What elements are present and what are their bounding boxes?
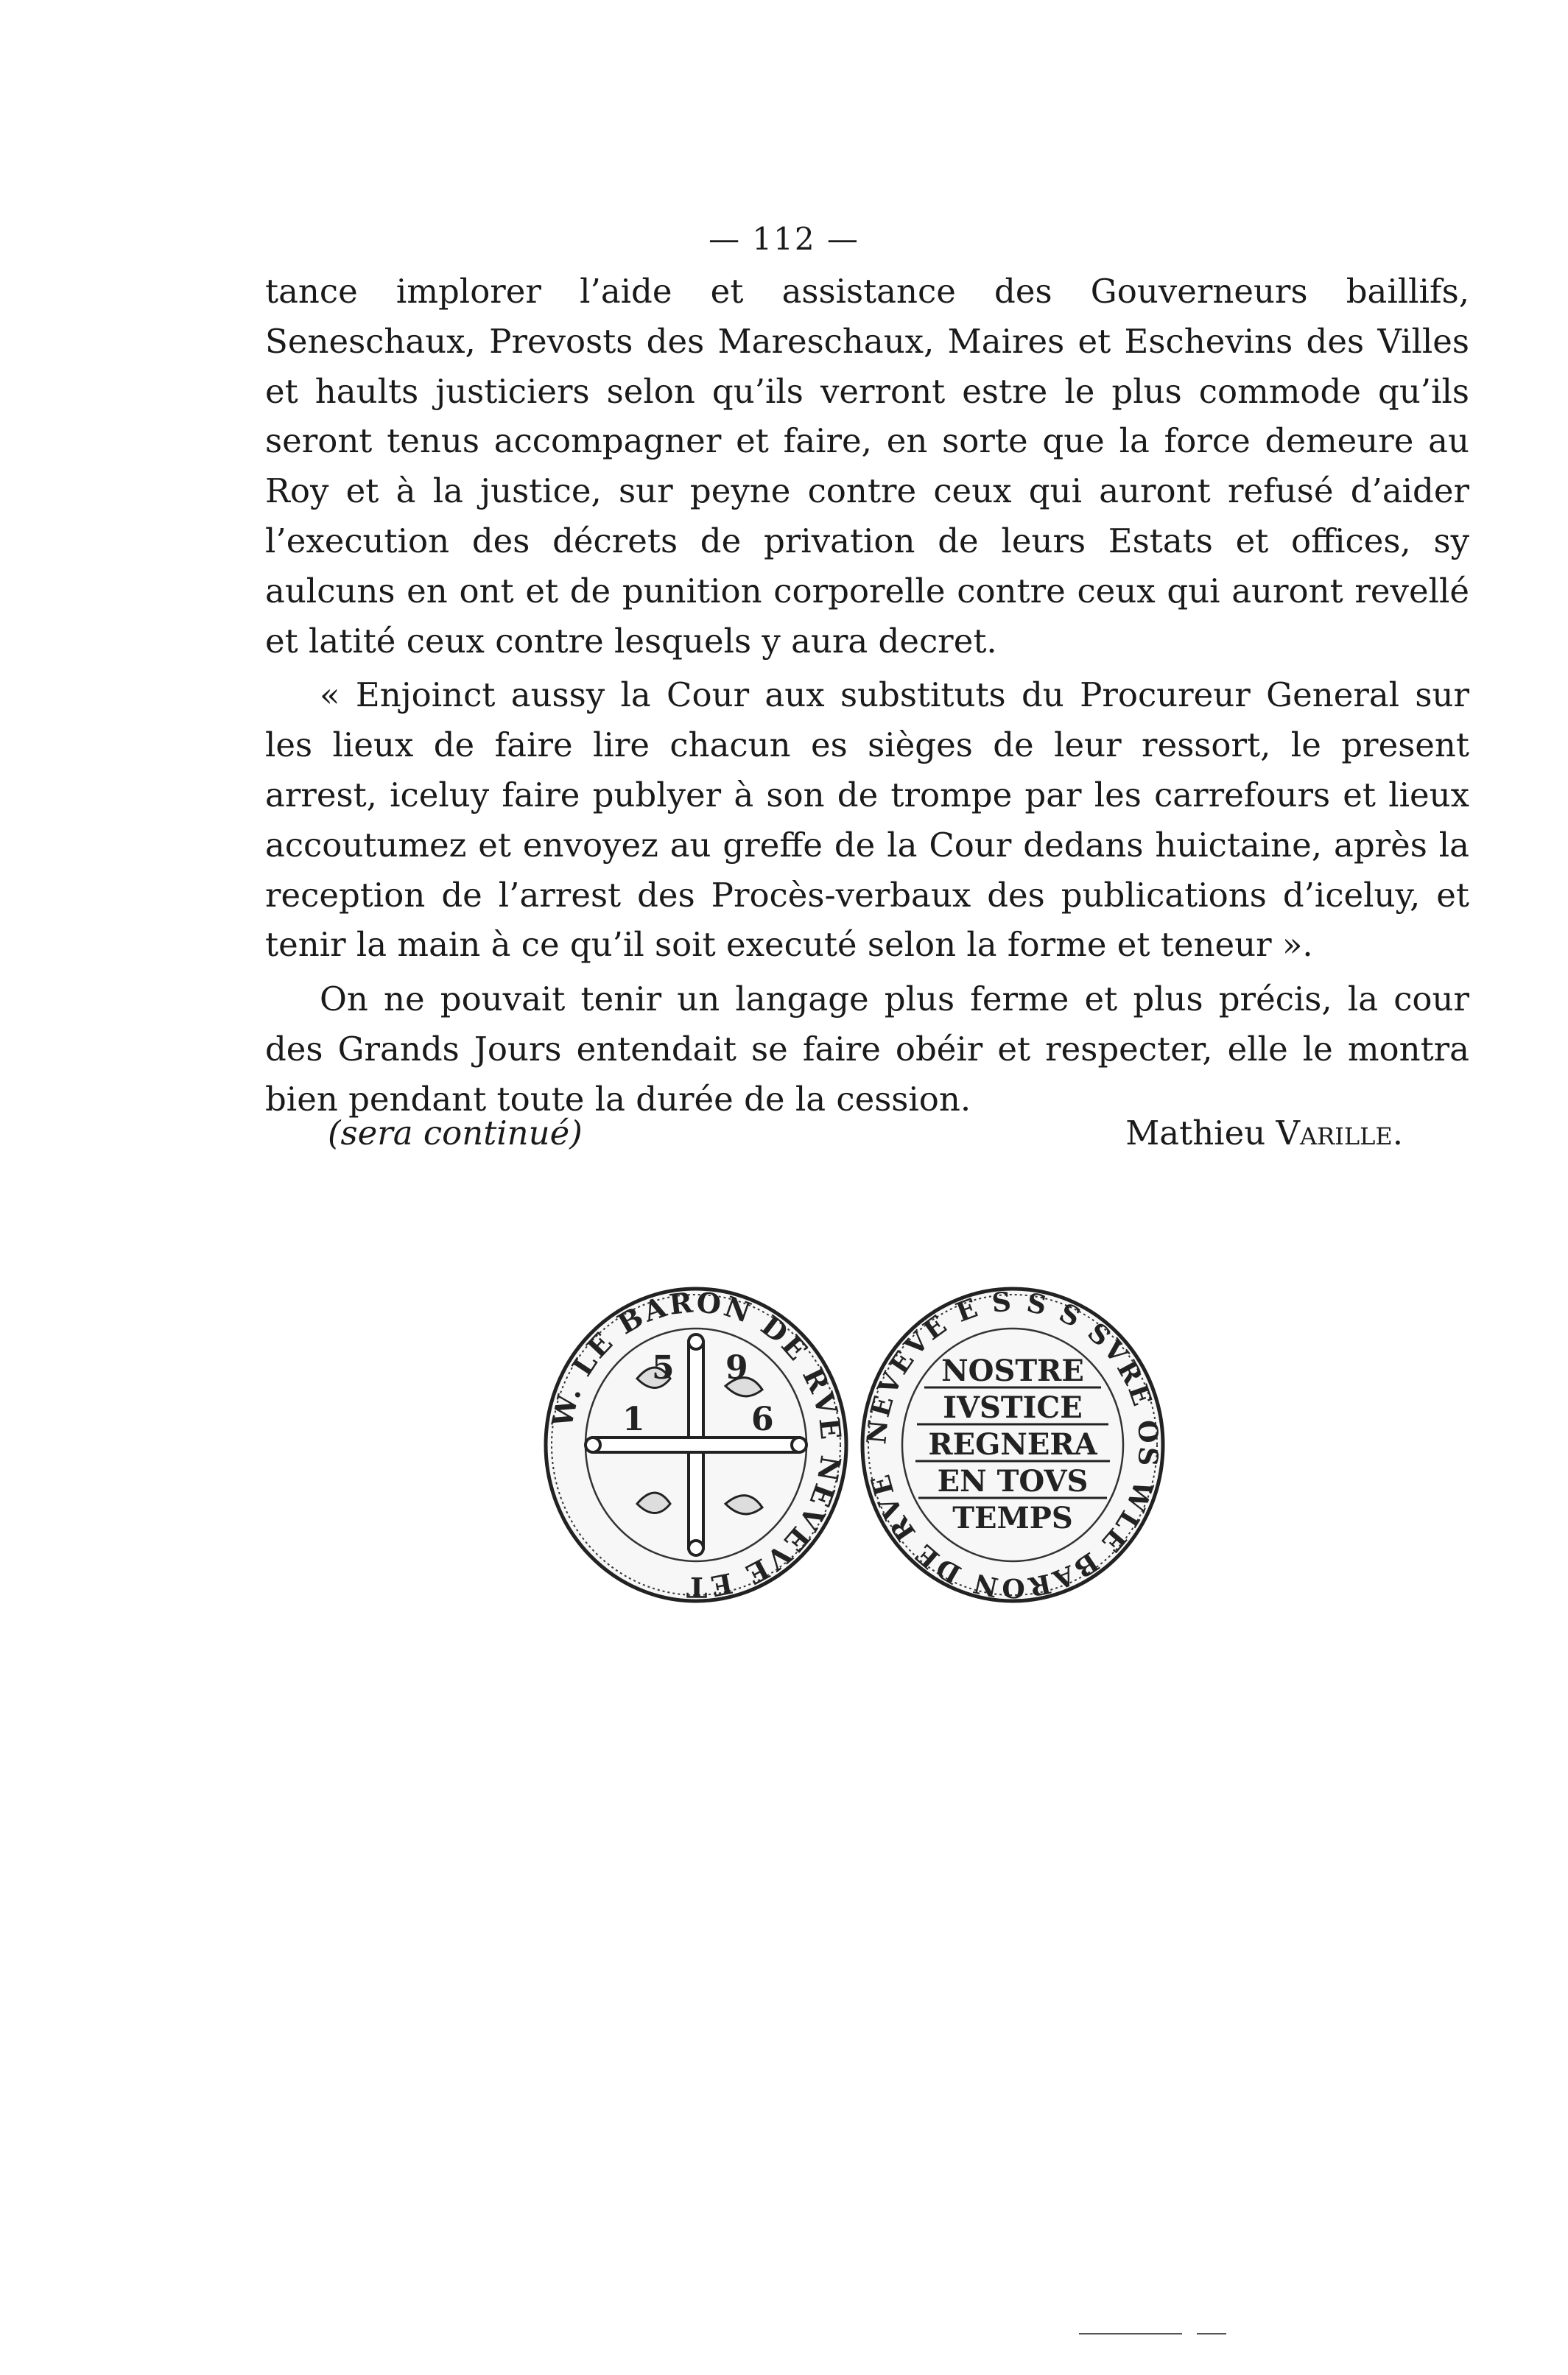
inscription-line-4: EN TOVS (937, 1464, 1089, 1499)
date-digit-3: 9 (725, 1349, 748, 1387)
footer-rule (1079, 2333, 1182, 2334)
footer-rule-short (1197, 2333, 1226, 2334)
date-digit-2: 5 (652, 1349, 675, 1387)
author-name (1125, 1108, 1403, 1158)
paragraph-3: On ne pouvait tenir un langage plus ferme et plus précis, la cour des Grands Jours entendait se faire obéir et respecter, elle le montra bien pendant toute la durée de la cession. (265, 979, 1469, 1119)
coin-obverse-drawing (541, 1283, 851, 1607)
reverse-legend: NEVEVE E S S S SVRE OS WLE BARON DE RVE (861, 1286, 1164, 1604)
page-number: — 112 — (709, 221, 859, 257)
author-first: Mathieu V (1125, 1113, 1300, 1153)
coin-reverse-illustration (858, 1283, 1167, 1607)
author-last: arille. (1299, 1113, 1403, 1153)
obverse-legend: W. LE BARON DE RVE NEVEVE ET (545, 1285, 848, 1605)
date-digit-1: 1 (622, 1401, 645, 1438)
inscription-line-2: IVSTICE (943, 1390, 1083, 1425)
coin-reverse-drawing (858, 1283, 1167, 1607)
coin-obverse-illustration (541, 1283, 851, 1607)
inscription-line-1: NOSTRE (941, 1354, 1084, 1388)
body-text (265, 267, 1469, 1129)
paragraph-2: « Enjoinct aussy la Cour aux substituts du Procureur General sur les lieux de faire lire chacun es sièges de leur ressort, le present arrest, iceluy faire publyer à son de trompe par les carrefours et lieux accoutumez et envoyez au greffe de la Cour dedans huictaine, après la reception de l’arrest des Procès-verbaux des publications d’iceluy, et tenir la main à ce qu’il soit executé selon la forme et teneur ». (265, 675, 1469, 965)
inscription-line-3: REGNERA (928, 1427, 1097, 1462)
date-digit-4: 6 (751, 1401, 774, 1438)
continued-note: (sera continué) (328, 1113, 583, 1153)
inscription-line-5: TEMPS (952, 1501, 1073, 1535)
paragraph-1: tance implorer l’aide et assistance des Gouverneurs baillifs, Seneschaux, Prevosts des Mareschaux, Maires et Eschevins des Villes et haults justiciers selon qu’ils verront estre le plus commode qu’ils seront tenus accompagner et faire, en sorte que la force demeure au Roy et à la justice, sur peyne contre ceux qui auront refusé d’aider l’execution des décrets de privation de leurs Estats et offices, sy aulcuns en ont et de punition corporelle contre ceux qui auront revellé et latité ceux contre lesquels y aura decret. (265, 272, 1469, 661)
